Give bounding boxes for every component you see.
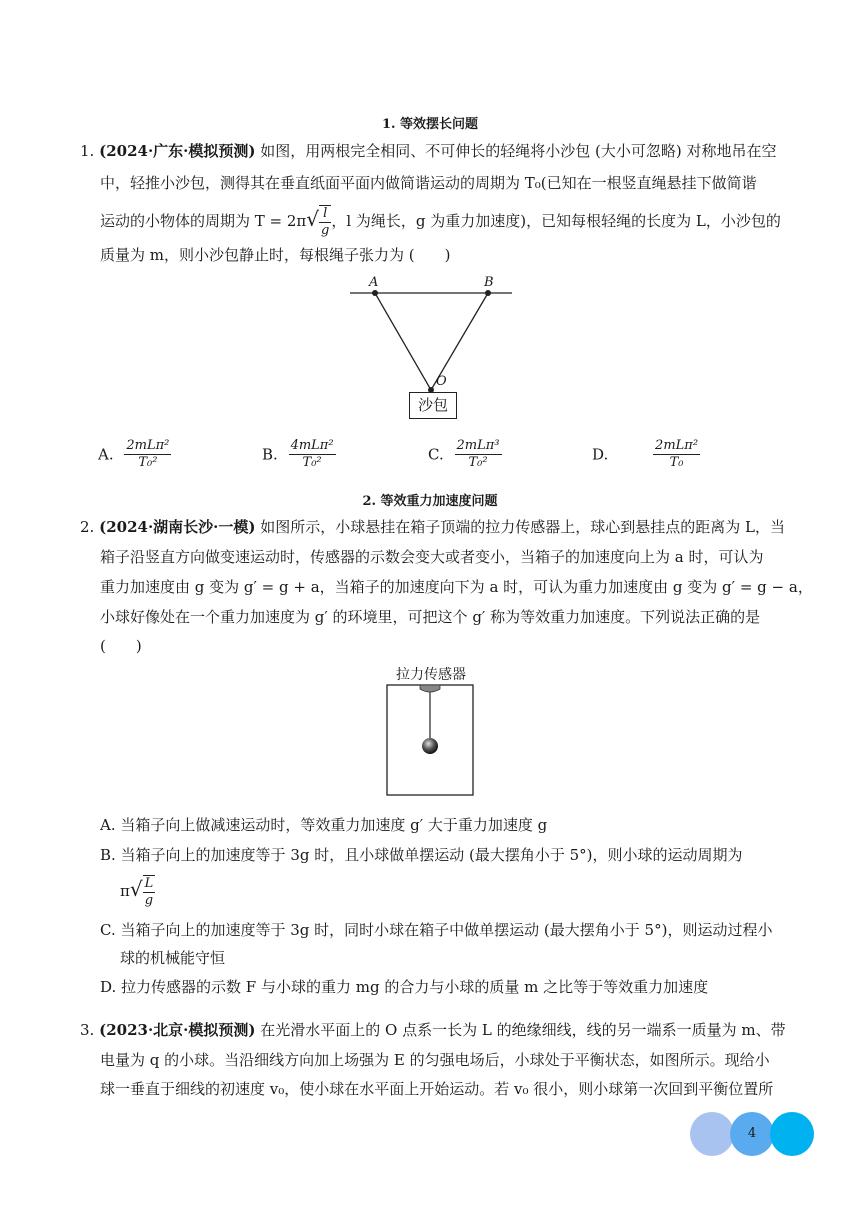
fraction-numerator: 2mLπ² <box>655 438 699 453</box>
question-2-line-1 <box>80 517 785 537</box>
option-d <box>592 438 700 471</box>
option-a <box>98 438 171 471</box>
option-letter: B. <box>262 445 278 464</box>
section-title: 1. 等效摆长问题 <box>381 117 479 132</box>
page-number: 4 <box>747 1126 757 1141</box>
question-3-line-3: 球一垂直于细线的初速度 v₀，使小球在水平面上开始运动。若 v₀ 很小，则小球第一次回到平衡位置所 <box>100 1080 774 1098</box>
point-a <box>372 290 378 296</box>
fraction-denominator: T₀² <box>302 455 322 470</box>
sensor-icon <box>420 685 440 692</box>
sqrt-sign: √ <box>306 207 320 231</box>
option-fraction <box>124 438 171 471</box>
fraction-numerator: l <box>319 206 331 223</box>
formula-suffix: ，l 为绳长，g 为重力加速度)，已知每根轻绳的长度为 L，小沙包的 <box>331 212 781 230</box>
sensor-label: 拉力传感器 <box>396 667 466 683</box>
question-source: (2024·湖南长沙·一模) <box>99 518 256 536</box>
decor-circle-right <box>770 1112 814 1156</box>
rope-a <box>375 293 431 390</box>
label-b: B <box>484 275 494 290</box>
option-letter: A. <box>98 445 114 464</box>
formula-fraction <box>319 205 331 239</box>
question-1-line-2: 中，轻推小沙包，测得其在垂直纸面平面内做简谐运动的周期为 T₀(已知在一根竖直绳悬挂下做简谐 <box>100 174 757 192</box>
question-text: 在光滑水平面上的 O 点系一长为 L 的绝缘细线，线的另一端系一质量为 m、带 <box>260 1021 786 1039</box>
question-2-line-3: 重力加速度由 g 变为 g′ = g + a，当箱子的加速度向下为 a 时，可认为重力加速度由 g 变为 g′ = g − a， <box>100 578 813 596</box>
decor-circle-left <box>690 1112 734 1156</box>
question-text: 如图，用两根完全相同、不可伸长的轻绳将小沙包 (大小可忽略) 对称地吊在空 <box>260 142 777 160</box>
option-letter: D. <box>592 445 609 464</box>
question-number: 1. <box>80 142 95 160</box>
formula-prefix: π <box>120 882 130 900</box>
formula-fraction <box>143 875 156 909</box>
option-c <box>428 438 502 471</box>
question-3-line-1 <box>80 1020 786 1040</box>
choice-c-line-1: C. 当箱子向上的加速度等于 3g 时，同时小球在箱子中做单摆运动 (最大摆角小于 5°)，则运动过程小 <box>100 921 773 939</box>
choice-a: A. 当箱子向上做减速运动时，等效重力加速度 g′ 大于重力加速度 g <box>100 816 548 834</box>
label-o: O <box>436 374 447 389</box>
ball-icon <box>422 738 438 754</box>
fraction-denominator: g <box>321 223 330 238</box>
question-text: 如图所示，小球悬挂在箱子顶端的拉力传感器上，球心到悬挂点的距离为 L，当 <box>260 518 785 536</box>
sensor-box-figure <box>384 682 476 798</box>
fraction-denominator: T₀² <box>468 455 488 470</box>
option-fraction <box>455 438 502 471</box>
option-letter: C. <box>428 445 444 464</box>
fraction-denominator: T₀ <box>669 455 684 470</box>
fraction-numerator: 2mLπ³ <box>456 438 500 453</box>
choice-c-line-2: 球的机械能守恒 <box>120 949 226 967</box>
fraction-numerator: 2mLπ² <box>126 438 170 453</box>
question-1-line-4: 质量为 m，则小沙包静止时，每根绳子张力为 ( ) <box>100 246 451 264</box>
question-1-line-3 <box>100 205 781 238</box>
option-fraction <box>653 438 700 471</box>
fraction-denominator: g <box>144 893 154 908</box>
question-2-line-2: 箱子沿竖直方向做变速运动时，传感器的示数会变大或者变小，当箱子的加速度向上为 a 时，可认为 <box>100 548 764 566</box>
choice-d: D. 拉力传感器的示数 F 与小球的重力 mg 的合力与小球的质量 m 之比等于等效重力加速度 <box>100 978 709 996</box>
point-b <box>485 290 491 296</box>
fraction-denominator: T₀² <box>138 455 158 470</box>
section-title: 2. 等效重力加速度问题 <box>362 494 498 509</box>
question-source: (2024·广东·模拟预测) <box>99 142 256 160</box>
fraction-numerator: L <box>144 876 154 891</box>
question-1-line-1 <box>80 141 777 161</box>
question-2-line-5: ( ) <box>100 637 142 655</box>
formula-prefix: 运动的小物体的周期为 T = 2π <box>100 212 307 230</box>
fraction-numerator: 4mLπ² <box>290 438 334 453</box>
choice-b-line-2 <box>120 872 155 906</box>
question-source: (2023·北京·模拟预测) <box>99 1021 256 1039</box>
question-number: 2. <box>80 518 95 536</box>
option-fraction <box>289 438 336 471</box>
sandbag-box: 沙包 <box>409 392 457 419</box>
question-number: 3. <box>80 1021 95 1039</box>
option-b <box>262 438 336 471</box>
sqrt-sign: √ <box>129 877 143 901</box>
label-a: A <box>369 275 379 290</box>
question-2-line-4: 小球好像处在一个重力加速度为 g′ 的环境里，可把这个 g′ 称为等效重力加速度。下列说法正确的是 <box>100 608 761 626</box>
choice-b-line-1: B. 当箱子向上的加速度等于 3g 时，且小球做单摆运动 (最大摆角小于 5°)，则小球的运动周期为 <box>100 846 743 864</box>
question-3-line-2: 电量为 q 的小球。当沿细线方向加上场强为 E 的匀强电场后，小球处于平衡状态，如图所示。现给小 <box>100 1051 770 1069</box>
